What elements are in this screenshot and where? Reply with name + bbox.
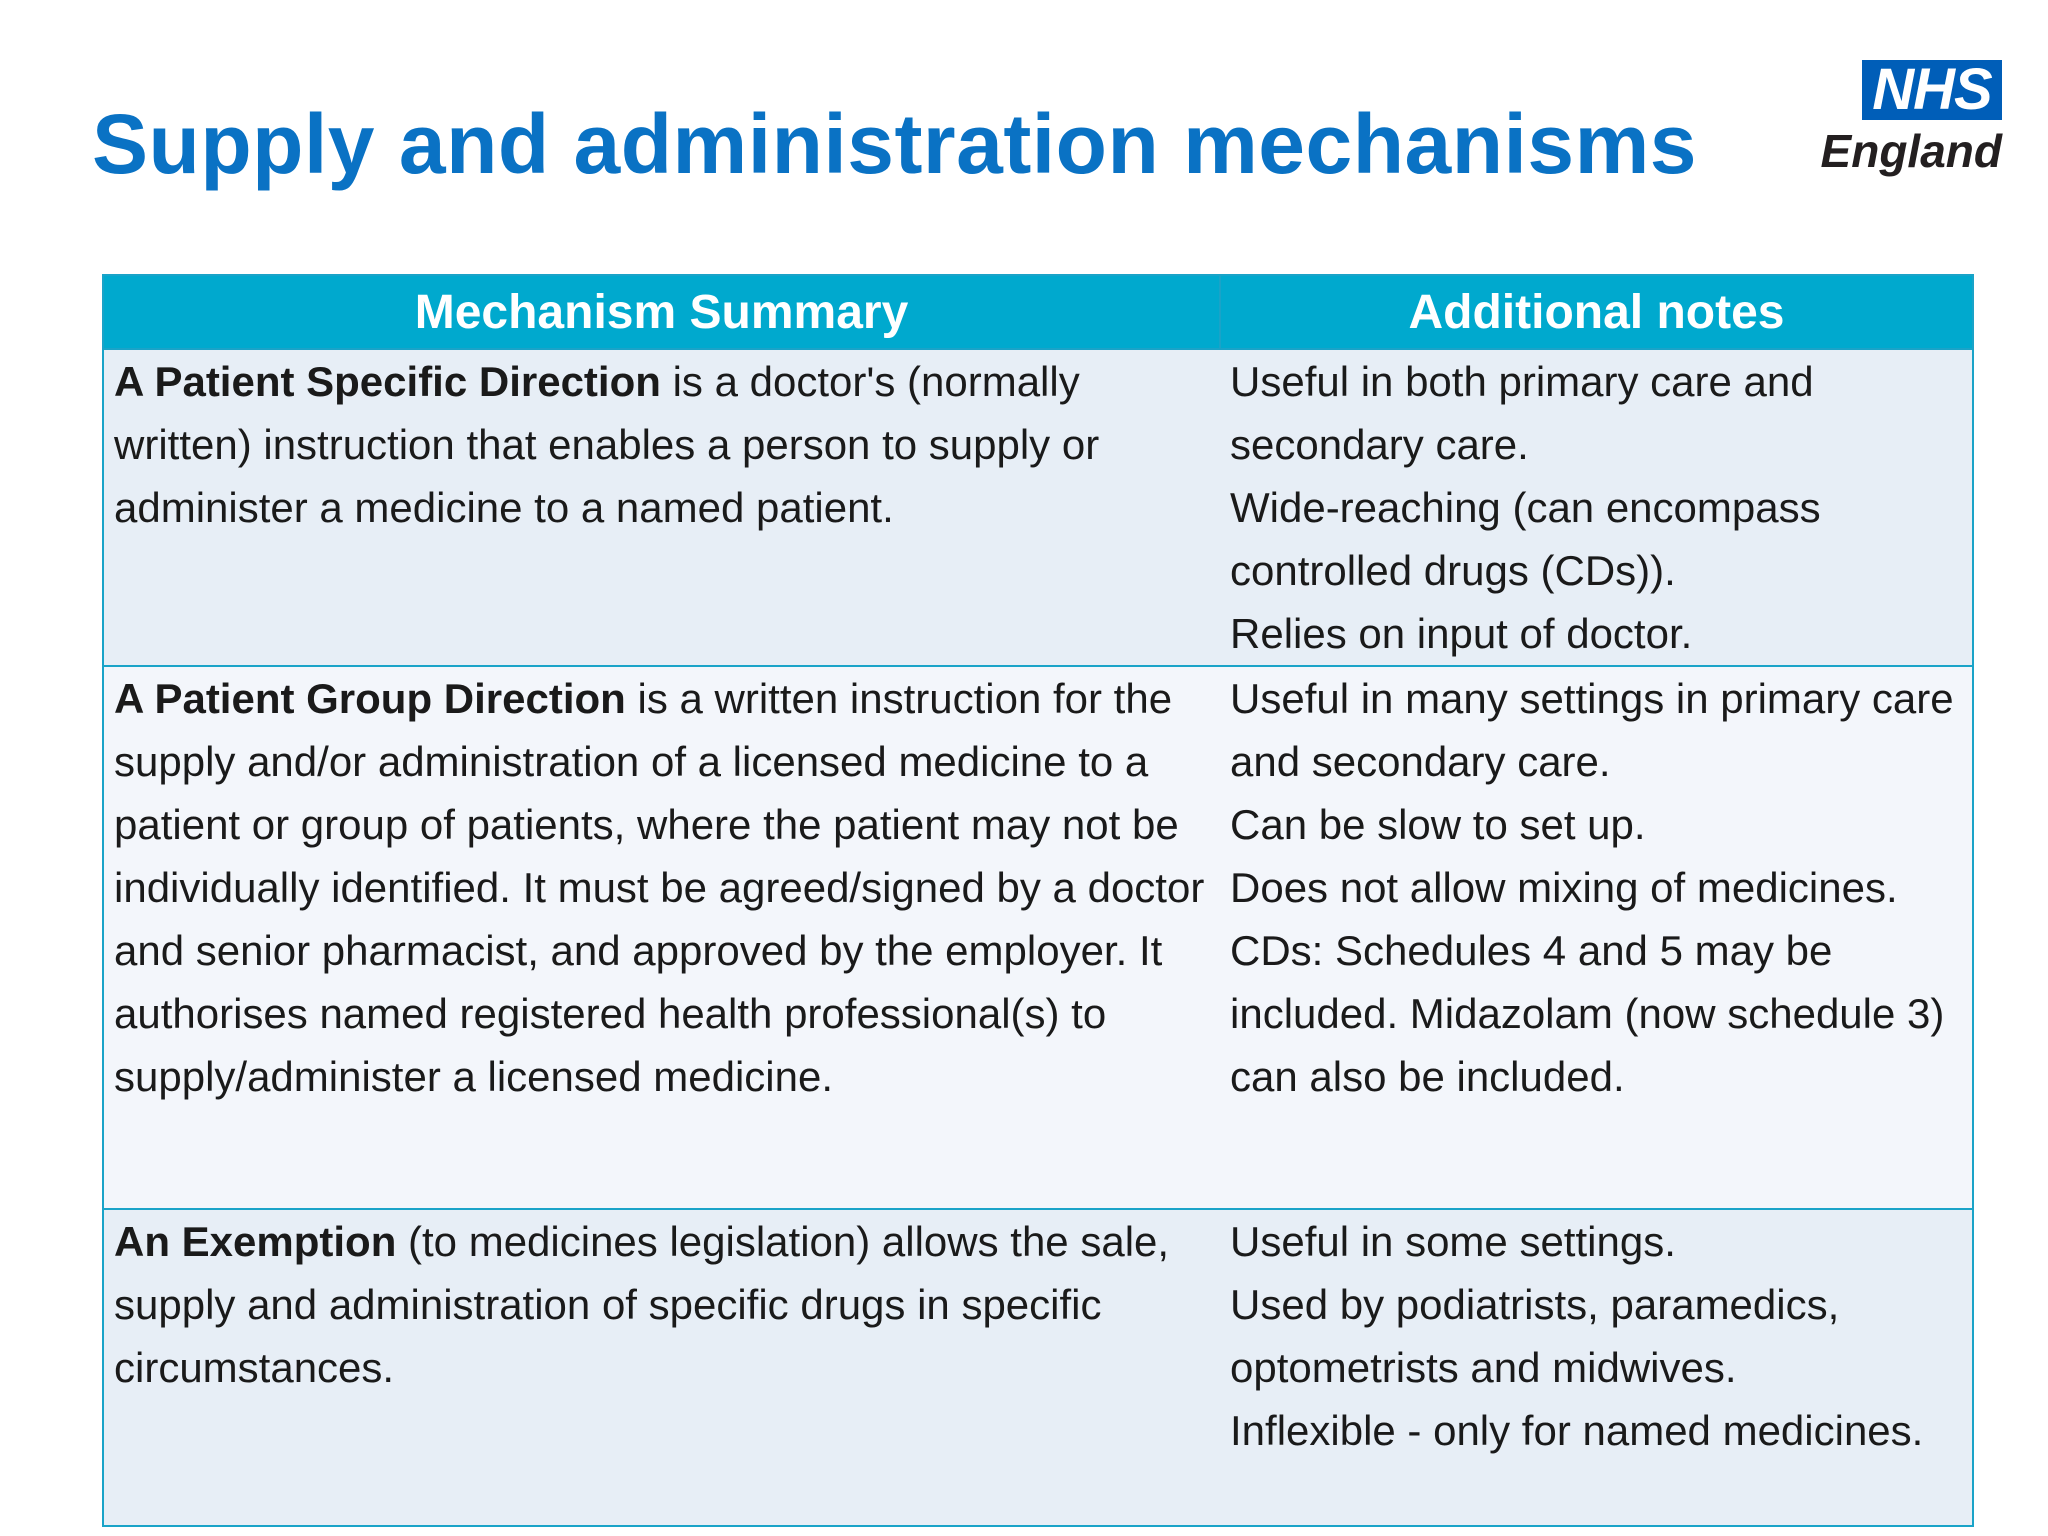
summary-cell	[103, 1209, 1220, 1526]
mechanism-term: A Patient Group Direction	[114, 675, 626, 722]
note-line: CDs: Schedules 4 and 5 may be included. Midazolam (now schedule 3) can also be included.	[1230, 927, 1945, 1100]
note-line: Relies on input of doctor.	[1230, 610, 1693, 657]
note-line: Does not allow mixing of medicines.	[1230, 864, 1898, 911]
note-line: Useful in some settings.	[1230, 1218, 1676, 1265]
header-additional-notes: Additional notes	[1220, 275, 1973, 349]
notes-cell	[1220, 1209, 1973, 1526]
notes-cell	[1220, 666, 1973, 1209]
nhs-logo-england-text: England	[1820, 125, 2002, 177]
mechanism-term: A Patient Specific Direction	[114, 358, 661, 405]
header-mechanism-summary: Mechanism Summary	[103, 275, 1220, 349]
table-row	[103, 666, 1973, 1209]
note-line: Can be slow to set up.	[1230, 801, 1646, 848]
mechanism-description: (to medicines legislation) allows the sale, supply and administration of specific drugs in specific circumstances.	[114, 1218, 1170, 1391]
summary-cell	[103, 666, 1220, 1209]
mechanism-description: is a doctor's (normally written) instruction that enables a person to supply or administer a medicine to a named patient.	[114, 358, 1100, 531]
summary-cell	[103, 349, 1220, 666]
nhs-logo-box: NHS	[1862, 60, 2002, 120]
table-header-row	[103, 275, 1973, 349]
notes-cell	[1220, 349, 1973, 666]
mechanisms-table	[102, 274, 1974, 1527]
mechanism-description: is a written instruction for the supply and/or administration of a licensed medicine to a patient or group of patients, where the patient may not be individually identified. It must be agreed/signed by a doctor and senior pharmacist, and approved by the employer. It authorises named registered health professional(s) to supply/administer a licensed medicine.	[114, 675, 1205, 1100]
note-line: Useful in both primary care and secondary care.	[1230, 358, 1814, 468]
mechanism-term: An Exemption	[114, 1218, 397, 1265]
table-row	[103, 349, 1973, 666]
nhs-england-logo	[1814, 57, 2002, 178]
note-line: Used by podiatrists, paramedics, optometrists and midwives.	[1230, 1281, 1840, 1391]
slide-title: Supply and administration mechanisms	[92, 97, 1698, 191]
note-line: Useful in many settings in primary care and secondary care.	[1230, 675, 1954, 785]
note-line: Wide-reaching (can encompass controlled drugs (CDs)).	[1230, 484, 1821, 594]
note-line: Inflexible - only for named medicines.	[1230, 1407, 1924, 1454]
table-row	[103, 1209, 1973, 1526]
